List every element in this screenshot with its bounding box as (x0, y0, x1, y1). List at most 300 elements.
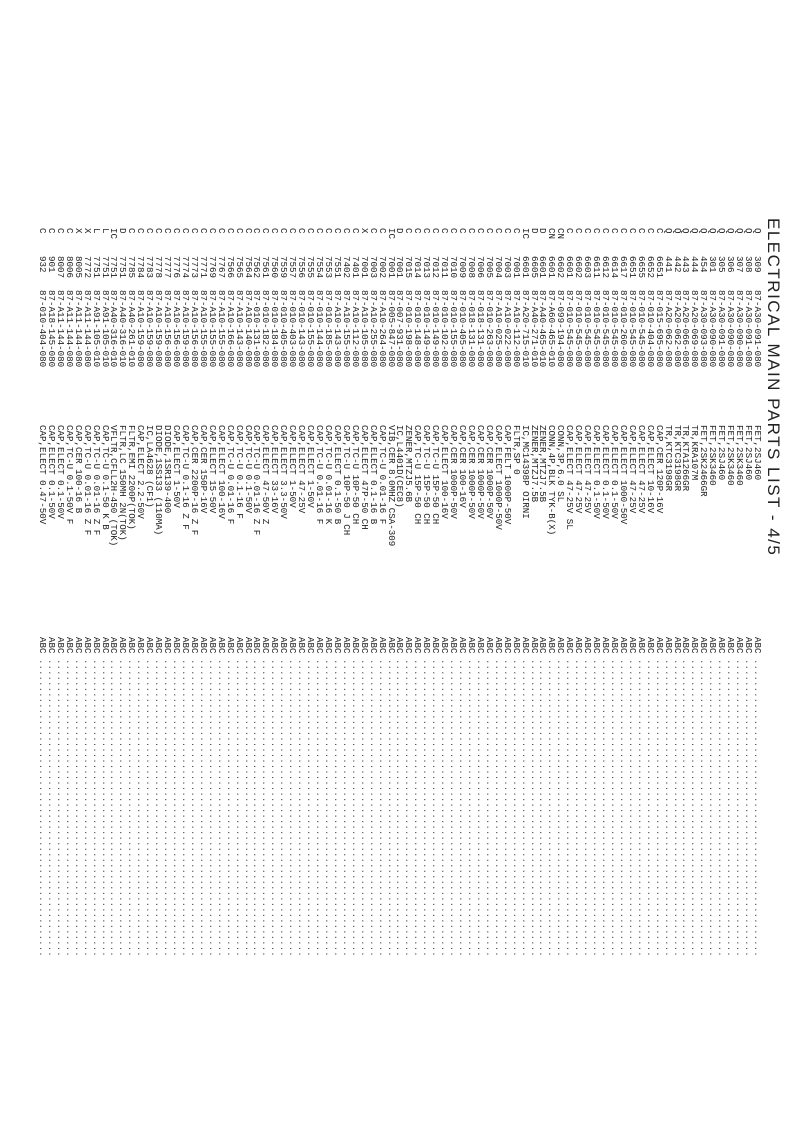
ref-number: 7001 (358, 256, 370, 279)
ref-designator: C (466, 228, 477, 234)
dot-leader: ...................................................... (734, 659, 746, 957)
part-number: 87-010-545-080 (582, 290, 594, 368)
ref-number: 7005 (483, 256, 495, 279)
dot-leader: ...................................................... (108, 659, 120, 957)
dot-leader: ...................................................... (457, 659, 469, 957)
ref-number: 7013 (421, 256, 433, 279)
part-description: CAP,CER 100-16V (457, 425, 469, 508)
part-description: CAP,ELECT 33-16V (269, 425, 281, 514)
rank-code: ABC (358, 637, 370, 654)
rank-code: ABC (653, 637, 665, 654)
dot-leader: ...................................................... (269, 659, 281, 957)
dot-leader: ...................................................... (63, 659, 75, 957)
ref-designator: C (474, 228, 486, 234)
part-description: CAP,TC-U 10P-50 J CH (340, 425, 352, 536)
part-number: 87-010-149-080 (421, 290, 433, 368)
ref-number: 7751 (108, 256, 120, 279)
part-description: CAP,TC-U 0.01-16 F (314, 425, 326, 525)
part-description: CONN,3P,6.0 SL (555, 425, 567, 503)
part-description: CAP,ELECT 100-16V (215, 425, 227, 519)
part-number: 87-A30-090-080 (707, 290, 719, 368)
ref-designator: C (180, 228, 191, 234)
rank-code: ABC (743, 637, 755, 654)
rank-code: ABC (385, 637, 397, 654)
part-description: FET,2SJ460 (716, 425, 728, 481)
dot-leader: ...................................................... (582, 659, 594, 957)
ref-number: 7012 (430, 256, 442, 279)
rank-code: ABC (537, 637, 549, 654)
ref-designator: C (421, 228, 433, 234)
part-number: 87-010-545-080 (626, 290, 638, 368)
rank-code: ABC (707, 637, 719, 654)
dot-leader: ...................................................... (206, 659, 218, 957)
part-number: 87-A20-069-080 (689, 290, 701, 368)
ref-designator: C (188, 228, 200, 234)
ref-designator: C (582, 228, 594, 234)
dot-leader: ...................................................... (644, 659, 656, 957)
rank-code: ABC (197, 637, 209, 654)
ref-number: 7562 (251, 256, 263, 279)
rank-code: ABC (582, 637, 594, 654)
part-number: 87-A10-155-080 (215, 290, 227, 368)
dot-leader: ...................................................... (162, 659, 174, 957)
ref-designator: D (537, 228, 549, 234)
parts-list (37, 228, 761, 989)
ref-designator: C (323, 228, 334, 234)
part-number: 87-010-405-080 (278, 290, 290, 368)
ref-designator: C (215, 228, 227, 234)
ref-number: 7776 (171, 256, 183, 279)
part-number: 87-A11-144-080 (54, 290, 66, 368)
part-number: 87-A30-091-080 (752, 290, 763, 368)
dot-leader: ...................................................... (716, 659, 728, 957)
rank-code: ABC (466, 637, 477, 654)
ref-designator: Q (734, 228, 746, 234)
part-description: IC,MC14398P OIRNI (519, 425, 531, 519)
dot-leader: ...................................................... (358, 659, 370, 957)
part-description: CAP,TC-U 0.01-16 Z F (81, 425, 93, 536)
rank-code: ABC (698, 637, 710, 654)
part-number: 87-007-931-080 (394, 290, 406, 368)
ref-number: 6601 (564, 256, 576, 279)
rank-code: ABC (591, 637, 603, 654)
ref-number: 7557 (287, 256, 299, 279)
rank-code: ABC (314, 637, 326, 654)
part-description: CAP,ELECT 2.2-50V (135, 425, 147, 519)
ref-designator: C (37, 228, 48, 234)
ref-designator: C (653, 228, 665, 234)
part-description: CAP,ELECT 0.1-50V (54, 425, 66, 519)
dot-leader: ...................................................... (349, 659, 361, 957)
ref-number: 7002 (376, 256, 388, 279)
part-number: 87-A11-144-080 (72, 290, 84, 368)
ref-number: 6614 (609, 256, 620, 279)
ref-number: 7777 (162, 256, 174, 279)
part-description: CAP,CER 1000P-50V (448, 425, 460, 519)
dot-leader: ...................................................... (153, 659, 165, 957)
part-number: 87-A10-156-080 (188, 290, 200, 368)
ref-designator: X (72, 228, 84, 234)
dot-leader: ...................................................... (72, 659, 84, 957)
part-description: ZENER,MTZJ7.5B (528, 425, 540, 503)
dot-leader: ...................................................... (242, 659, 254, 957)
ref-designator: C (54, 228, 66, 234)
part-number: 87-A10-255-080 (367, 290, 379, 368)
ref-number: 7773 (188, 256, 200, 279)
part-number: 87-A20-062-080 (662, 290, 674, 368)
part-number: 87-A40-316-010 (108, 290, 120, 368)
part-description: CAP,ELECT 0.1-16 B (367, 425, 379, 525)
dot-leader: ...................................................... (421, 659, 433, 957)
rank-code: ABC (242, 637, 254, 654)
part-description: ZENER,MTZJ7.5B (537, 425, 549, 503)
dot-leader: ...................................................... (126, 659, 138, 957)
dot-leader: ...................................................... (197, 659, 209, 957)
dot-leader: ...................................................... (474, 659, 486, 957)
rank-code: ABC (331, 637, 343, 654)
ref-number: 6603 (582, 256, 594, 279)
ref-designator: C (278, 228, 290, 234)
rank-code: ABC (162, 637, 174, 654)
dot-leader: ...................................................... (671, 659, 683, 957)
ref-designator: C (233, 228, 245, 234)
rank-code: ABC (421, 637, 433, 654)
dot-leader: ...................................................... (653, 659, 665, 957)
dot-leader: ...................................................... (180, 659, 191, 957)
dot-leader: ...................................................... (287, 659, 299, 957)
ref-designator: C (439, 228, 451, 234)
ref-designator: L (90, 228, 102, 234)
ref-number: 7561 (260, 256, 272, 279)
ref-number: 6605 (528, 256, 540, 279)
part-number: 87-A10-155-080 (340, 290, 352, 368)
ref-designator: D (528, 228, 540, 234)
part-description: VIB,CER 8.0MHZ CSA-309 (385, 425, 397, 547)
part-number: 87-A30-091-080 (716, 290, 728, 368)
ref-designator: C (260, 228, 272, 234)
part-description: CAP,CER 1000P-50V (483, 425, 495, 519)
ref-designator: C (573, 228, 585, 234)
part-number: 87-010-155-080 (305, 290, 317, 368)
part-number: 87-A10-112-080 (510, 290, 522, 368)
ref-number: 7015 (403, 256, 415, 279)
rank-code: ABC (600, 637, 612, 654)
dot-leader: ...................................................... (296, 659, 308, 957)
part-description: FET,2SK3460 (734, 425, 746, 486)
part-number: 87-A40-261-010 (126, 290, 138, 368)
rank-code: ABC (126, 637, 138, 654)
part-description: CAP,ELECT 10-16V (644, 425, 656, 514)
ref-number: 307 (734, 256, 746, 273)
dot-leader: ...................................................... (430, 659, 442, 957)
ref-number: 7010 (448, 256, 460, 279)
ref-number: 7751 (117, 256, 129, 279)
ref-designator: CN (555, 228, 567, 240)
ref-designator: IC (519, 228, 531, 240)
rank-code: ABC (135, 637, 147, 654)
ref-number: 7003 (501, 256, 513, 279)
ref-number: 454 (698, 256, 710, 273)
dot-leader: ...................................................... (609, 659, 620, 957)
ref-number: 6601 (546, 256, 558, 279)
dot-leader: ...................................................... (305, 659, 317, 957)
rank-code: ABC (251, 637, 263, 654)
dot-leader: ...................................................... (412, 659, 424, 957)
ref-designator: C (564, 228, 576, 234)
part-description: FLTR,EMI 2200P(TOK) (126, 425, 138, 530)
dot-leader: ...................................................... (635, 659, 647, 957)
ref-number: 7008 (466, 256, 477, 279)
ref-number: 8005 (72, 256, 84, 279)
rank-code: ABC (662, 637, 674, 654)
dot-leader: ...................................................... (537, 659, 549, 957)
ref-number: 7772 (81, 256, 93, 279)
ref-number: 7011 (439, 256, 451, 279)
part-number: 87-010-144-080 (314, 290, 326, 368)
ref-designator: C (296, 228, 308, 234)
rank-code: ABC (269, 637, 281, 654)
ref-designator: C (144, 228, 156, 234)
ref-designator: D (394, 228, 406, 234)
ref-number: 8007 (54, 256, 66, 279)
ref-designator: C (197, 228, 209, 234)
ref-designator: C (492, 228, 504, 234)
ref-number: 6602 (555, 256, 567, 279)
ref-number: 444 (689, 256, 701, 273)
dot-leader: ...................................................... (600, 659, 612, 957)
ref-designator: C (153, 228, 165, 234)
part-number: 87-018-131-080 (466, 290, 477, 368)
rank-code: ABC (635, 637, 647, 654)
ref-number: 7003 (367, 256, 379, 279)
part-description: IC,LA4628 (CF1) (144, 425, 156, 508)
rank-code: ABC (340, 637, 352, 654)
part-description: FET,2SK3460 (707, 425, 719, 486)
dot-leader: ...................................................... (54, 659, 66, 957)
ref-designator: C (600, 228, 612, 234)
rank-code: ABC (287, 637, 299, 654)
rank-code: ABC (63, 637, 75, 654)
dot-leader: ...................................................... (171, 659, 183, 957)
ref-number: 309 (752, 256, 763, 273)
part-description: CAP,ELECT 47-25V (635, 425, 647, 514)
part-number: 87-A30-090-080 (725, 290, 737, 368)
ref-number: 6651 (653, 256, 665, 279)
ref-designator: C (609, 228, 620, 234)
ref-number: 6651 (626, 256, 638, 279)
part-number: 87-A11-144-080 (81, 290, 93, 368)
part-number: 87-A40-465-010 (537, 290, 549, 368)
dot-leader: ...................................................... (99, 659, 111, 957)
part-description: VFLTR,CFLL2H-450 (TOK) (108, 425, 120, 547)
ref-number: 8006 (63, 256, 75, 279)
part-description: CAP,ELECT 0.1-50V (609, 425, 620, 519)
part-number: 87-010-545-080 (564, 290, 576, 368)
ref-designator: C (626, 228, 638, 234)
part-number: 87-A30-093-080 (698, 290, 710, 368)
ref-number: 7784 (135, 256, 147, 279)
part-description: CAP,ELECT 15-50V (206, 425, 218, 514)
rank-code: ABC (412, 637, 424, 654)
ref-designator: C (617, 228, 629, 234)
part-description: CAP,CER 2200P-16 Z F (188, 425, 200, 536)
rank-code: ABC (609, 637, 620, 654)
ref-number: 308 (743, 256, 755, 273)
rank-code: ABC (716, 637, 728, 654)
part-number: 87-A10-112-080 (349, 290, 361, 368)
rank-code: ABC (323, 637, 334, 654)
ref-number: 7566 (224, 256, 236, 279)
rank-code: ABC (403, 637, 415, 654)
ref-number: 443 (680, 256, 692, 273)
rank-code: ABC (81, 637, 93, 654)
ref-number: 7559 (278, 256, 290, 279)
part-number: 87-010-545-080 (573, 290, 585, 368)
rank-code: ABC (474, 637, 486, 654)
part-description: IC,L4401D(CEC8) (394, 425, 406, 508)
rank-code: ABC (54, 637, 66, 654)
part-number: 87-010-102-080 (439, 290, 451, 368)
part-description: CAP,TC-U 15P-50 CH (430, 425, 442, 525)
rank-code: ABC (153, 637, 165, 654)
part-description: CAP,TC-U 0.1-50V (242, 425, 254, 514)
rank-code: ABC (501, 637, 513, 654)
ref-number: 7401 (349, 256, 361, 279)
part-description: CAP,ELECT 47-25V (573, 425, 585, 514)
ref-number: 7556 (296, 256, 308, 279)
ref-number: 7004 (492, 256, 504, 279)
rank-code: ABC (734, 637, 746, 654)
ref-designator: Q (698, 228, 710, 234)
ref-designator: CN (546, 228, 558, 240)
ref-number: 6652 (644, 256, 656, 279)
ref-designator: C (206, 228, 218, 234)
part-description: FET,2SK3460 (725, 425, 737, 486)
dot-leader: ...................................................... (680, 659, 692, 957)
part-number: 87-A10-143-080 (233, 290, 245, 368)
dot-leader: ...................................................... (215, 659, 227, 957)
dot-leader: ...................................................... (376, 659, 388, 957)
part-number: 87-A11-144-080 (63, 290, 75, 368)
part-description: CAP,ELECT 47-50V Z (260, 425, 272, 525)
ref-number: 7783 (144, 256, 156, 279)
part-description: CAP,ELECT 0.1-50V (45, 425, 57, 519)
ref-designator: X (358, 228, 370, 234)
rank-code: ABC (260, 637, 272, 654)
ref-designator: C (340, 228, 352, 234)
ref-number: 7778 (153, 256, 165, 279)
ref-designator: IC (108, 228, 120, 240)
part-description: CAP,TC-U 0.01-16 Z F (90, 425, 102, 536)
ref-number: 7555 (305, 256, 317, 279)
rank-code: ABC (439, 637, 451, 654)
ref-number: 932 (37, 256, 48, 273)
ref-designator: C (242, 228, 254, 234)
part-number: 87-A10-159-080 (144, 290, 156, 368)
ref-number: 7769 (206, 256, 218, 279)
ref-number: 6611 (591, 256, 603, 279)
part-number: 87-010-182-080 (260, 290, 272, 368)
ref-number: 6617 (617, 256, 629, 279)
part-description: CAP,CER 120P-16V (653, 425, 665, 514)
part-number: 87-A10-143-080 (331, 290, 343, 368)
part-number: 87-010-404-080 (644, 290, 656, 368)
dot-leader: ...................................................... (135, 659, 147, 957)
part-description: TR,KTC3198GR (671, 425, 683, 492)
part-description: TR,KRA107M (689, 425, 701, 481)
part-number: 87-010-260-080 (617, 290, 629, 368)
rank-code: ABC (144, 637, 156, 654)
rank-code: ABC (573, 637, 585, 654)
page-title: ELECTRICAL MAIN PARTS LIST - 4/5 (764, 218, 783, 557)
dot-leader: ...................................................... (492, 659, 504, 957)
rank-code: ABC (180, 637, 191, 654)
rank-code: ABC (483, 637, 495, 654)
dot-leader: ...................................................... (224, 659, 236, 957)
ref-number: 7553 (323, 256, 334, 279)
part-description: CAP,TC-U 0.01-16 K (323, 425, 334, 525)
part-description: CAP,TC-U 0.01-16 Z F (251, 425, 263, 536)
part-number: 87-018-131-080 (474, 290, 486, 368)
ref-number: 7001 (394, 256, 406, 279)
ref-number: 7560 (269, 256, 281, 279)
ref-designator: C (483, 228, 495, 234)
part-number: 87-010-545-080 (635, 290, 647, 368)
dot-leader: ...................................................... (394, 659, 406, 957)
ref-designator: C (162, 228, 174, 234)
part-number: 87-A10-159-080 (135, 290, 147, 368)
ref-number: 901 (45, 256, 57, 273)
ref-designator: C (403, 228, 415, 234)
part-description: CAP,FELT 1000P-50V (501, 425, 513, 525)
dot-leader: ...................................................... (662, 659, 674, 957)
rank-code: ABC (349, 637, 361, 654)
ref-designator: C (501, 228, 513, 234)
part-description: DIODE,1SS133 (110MA) (153, 425, 165, 536)
rank-code: ABC (689, 637, 701, 654)
rank-code: ABC (224, 637, 236, 654)
part-number: 87-A20-066-080 (680, 290, 692, 368)
rank-code: ABC (99, 637, 111, 654)
ref-number: 7551 (331, 256, 343, 279)
part-number: 87-A40-271-010 (528, 290, 540, 368)
part-number: 87-010-143-080 (296, 290, 308, 368)
rank-code: ABC (233, 637, 245, 654)
dot-leader: ...................................................... (403, 659, 415, 957)
ref-number: 7001 (385, 256, 397, 279)
dot-leader: ...................................................... (483, 659, 495, 957)
ref-number: 7009 (457, 256, 469, 279)
ref-designator: C (510, 228, 522, 234)
ref-designator: Q (752, 228, 763, 234)
rank-code: ABC (752, 637, 763, 654)
part-number: 87-A10-022-080 (501, 290, 513, 368)
rank-code: ABC (644, 637, 656, 654)
ref-designator: Q (689, 228, 701, 234)
rank-code: ABC (671, 637, 683, 654)
part-number: 87-010-263-080 (483, 290, 495, 368)
ref-designator: Q (716, 228, 728, 234)
rank-code: ABC (457, 637, 469, 654)
part-number: 87-005-847-080 (385, 290, 397, 368)
ref-designator: C (224, 228, 236, 234)
part-description: CAP,ELECT 1-50V (287, 425, 299, 508)
part-description: CAP,ELECT 47-25V (582, 425, 594, 514)
part-description: CAP,CER 1000P-50V (466, 425, 477, 519)
part-description: CONN,4P,BLK TYK-B(X) (546, 425, 558, 536)
rank-code: ABC (617, 637, 629, 654)
part-description: CAP,CER 100-16 B (72, 425, 84, 514)
